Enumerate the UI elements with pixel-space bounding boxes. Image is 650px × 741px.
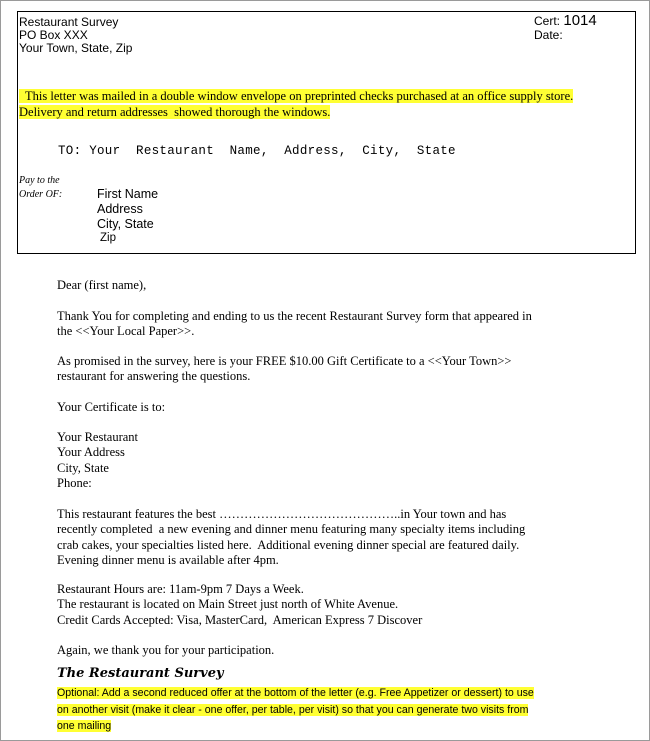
recipient-line: City, State: [97, 217, 154, 231]
text-line: Credit Cards Accepted: Visa, MasterCard, American Express 7 Discover: [57, 612, 423, 627]
signature: The Restaurant Survey: [57, 666, 224, 681]
hours-block: [57, 582, 422, 628]
cert-number: 1014: [563, 12, 597, 29]
text-line: crab cakes, your specialties listed here. Additional evening dinner special are featured daily.: [57, 537, 520, 552]
date-label: Date:: [534, 28, 563, 42]
recipient-name: First Name: [97, 187, 159, 201]
text-line: Thank You for completing and ending to us the recent Restaurant Survey form that appeared in: [57, 309, 532, 323]
optional-line: one mailing: [57, 720, 112, 732]
restaurant-address: Your Address: [57, 445, 125, 460]
restaurant-phone: Phone:: [57, 476, 92, 491]
text-line: the <<Your Local Paper>>.: [57, 324, 195, 339]
note-line: This letter was mailed in a double window envelope on preprinted checks purchased at an office supply store.: [19, 89, 574, 103]
to-line: TO: Your Restaurant Name, Address, City, State: [58, 144, 456, 158]
text-line: The restaurant is located on Main Street just north of White Avenue.: [57, 597, 399, 612]
return-line: Your Town, State, Zip: [19, 41, 133, 55]
closing: Again, we thank you for your participation.: [57, 643, 275, 657]
certificate-intro: Your Certificate is to:: [57, 400, 166, 414]
text-line: Evening dinner menu is available after 4pm.: [57, 553, 279, 568]
cert-label: Cert:: [534, 14, 561, 28]
paragraph-thanks: [57, 309, 532, 340]
restaurant-city: City, State: [57, 460, 109, 475]
restaurant-info: [57, 430, 138, 492]
optional-line: on another visit (make it clear - one offer, per table, per visit) so that you can generate two visits from: [57, 703, 529, 716]
restaurant-name: Your Restaurant: [57, 430, 139, 444]
recipient-zip: Zip: [100, 232, 116, 244]
note-line: Delivery and return addresses showed thorough the windows.: [19, 105, 331, 119]
text-line: As promised in the survey, here is your FREE $10.00 Gift Certificate to a <<Your Town>>: [57, 354, 512, 368]
paragraph-features: [57, 507, 525, 569]
pay-to-line: Pay to the: [19, 175, 60, 186]
optional-note: [57, 685, 534, 735]
text-line: recently completed a new evening and dinner menu featuring many specialty items including: [57, 522, 526, 537]
envelope-note: [19, 88, 573, 120]
text-line: Restaurant Hours are: 11am-9pm 7 Days a Week.: [57, 582, 304, 596]
recipient-address: [97, 187, 158, 244]
cert-block: [534, 14, 597, 42]
recipient-line: Address: [97, 202, 143, 216]
text-line: This restaurant features the best ……………………………………..in Your town and has: [57, 507, 507, 521]
optional-line: Optional: Add a second reduced offer at the bottom of the letter (e.g. Free Appetizer or dessert) to use: [57, 687, 534, 699]
paragraph-promise: [57, 354, 511, 385]
pay-to-label: [19, 174, 62, 202]
text-line: restaurant for answering the questions.: [57, 369, 251, 384]
pay-to-line: Order OF:: [19, 189, 63, 200]
return-line: Restaurant Survey: [19, 15, 119, 29]
return-address: [19, 16, 132, 55]
return-line: PO Box XXX: [19, 28, 88, 42]
greeting: Dear (first name),: [57, 278, 147, 292]
